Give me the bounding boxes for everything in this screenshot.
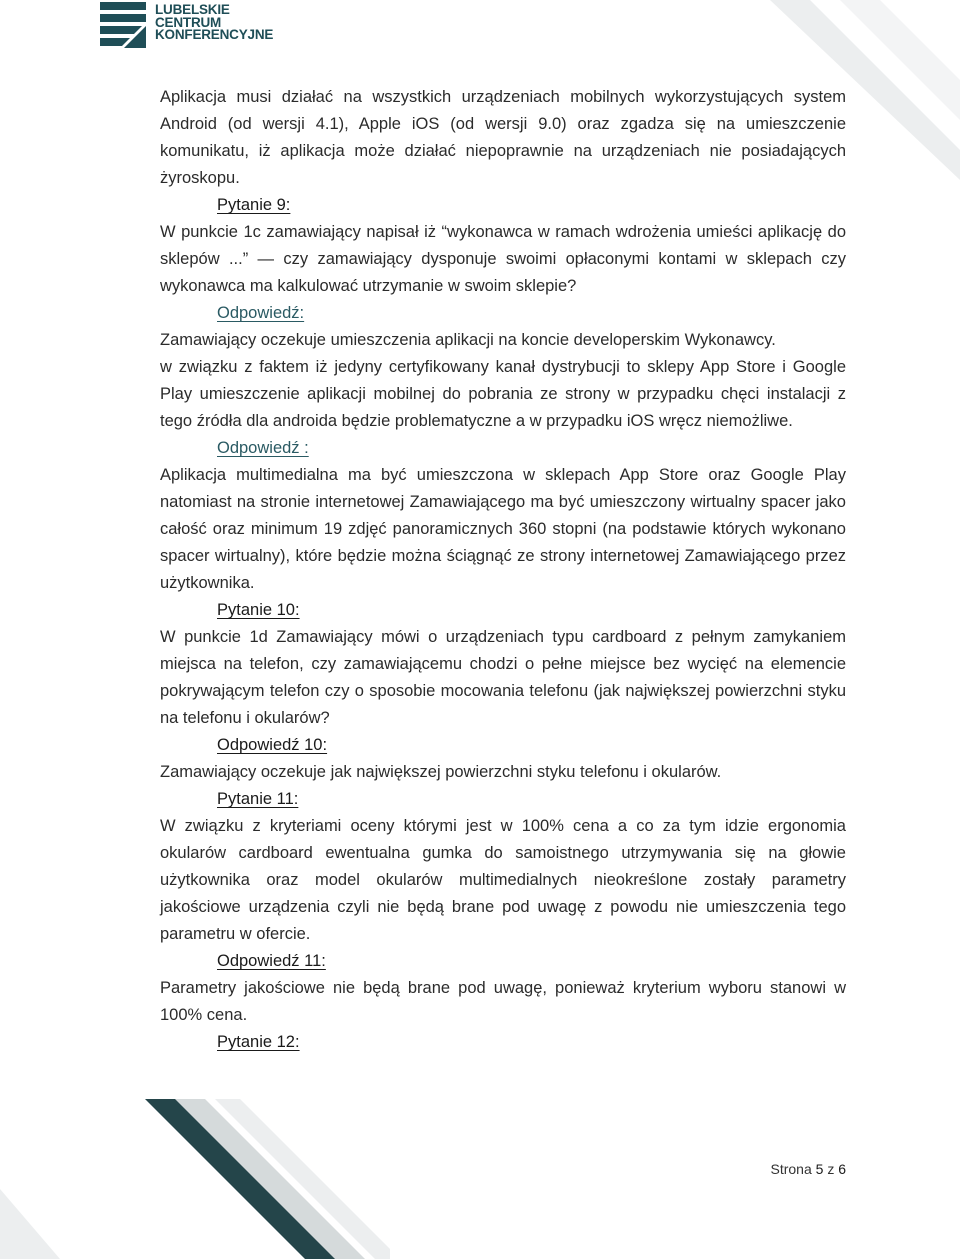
paragraph: W związku z kryteriami oceny którymi jest w 100% cena a co za tym idzie ergonomia okularów cardboard ewentualna gumka do samoistnego utrzymywania się na głowie użytkownika oraz model okularów multimedialnych nieokreślone zostały parametry jakościowe urządzenia czyli nie będą brane pod uwagę z powodu nie umieszczenia tego parametru w ofercie.	[160, 817, 846, 943]
heading-text: Odpowiedź:	[217, 304, 305, 322]
answer-heading	[160, 948, 846, 975]
paragraph: W punkcie 1c zamawiający napisał iż “wykonawca w ramach wdrożenia umieści aplikację do sklepów ...” — czy zamawiający dysponuje swoimi opłaconymi kontami w sklepach czy wykonawca ma kalkulować utrzymanie w swoim sklepie?	[160, 223, 846, 295]
heading-text: Odpowiedź :	[217, 439, 309, 457]
heading-text: Pytanie 12:	[217, 1033, 300, 1051]
answer-heading	[160, 435, 846, 462]
paragraph: Aplikacja multimedialna ma być umieszczona w sklepach App Store oraz Google Play natomiast na stronie internetowej Zamawiającego ma być umieszczony wirtualny spacer jako całość oraz minimum 19 zdjęć panoramicznych 360 stopni (na podstawie których wykonano spacer wirtualny), które będzie można ściągnąć ze strony internetowej Zamawiającego przez użytkownika.	[160, 466, 846, 592]
question-heading	[160, 192, 846, 219]
paragraph: W punkcie 1d Zamawiający mówi o urządzeniach typu cardboard z pełnym zamykaniem miejsca na telefon, czy zamawiającemu chodzi o pełne miejsce bez wycięć na elemencie pokrywającym telefon czy o sposobie mocowania telefonu (jak największej powierzchni styku na telefonu i okularów?	[160, 628, 846, 727]
question-heading	[160, 786, 846, 813]
page-number	[770, 1161, 846, 1177]
heading-text: Odpowiedź 10:	[217, 736, 328, 754]
corner-decoration-bottom	[0, 1099, 390, 1259]
answer-heading	[160, 732, 846, 759]
current-page: 5	[815, 1161, 824, 1177]
paragraph: Zamawiający oczekuje umieszczenia aplikacji na koncie developerskim Wykonawcy.	[160, 331, 776, 349]
paragraph: Parametry jakościowe nie będą brane pod uwagę, ponieważ kryterium wyboru stanowi w 100% cena.	[160, 979, 846, 1024]
header-logo	[100, 2, 273, 48]
total-pages: 6	[838, 1161, 846, 1177]
paragraph: Zamawiający oczekuje jak największej powierzchni styku telefonu i okularów.	[160, 763, 722, 781]
logo-line: LUBELSKIE	[155, 2, 230, 17]
heading-text: Pytanie 10:	[217, 601, 300, 619]
page-separator: z	[827, 1161, 835, 1177]
logo-line: CENTRUM	[155, 14, 222, 30]
document-body	[160, 84, 846, 1056]
logo-text	[155, 2, 273, 42]
paragraph: Aplikacja musi działać na wszystkich urządzeniach mobilnych wykorzystujących system Android (od wersji 4.1), Apple iOS (od wersji 9.0) oraz zgadza się na umieszczenie komunikatu, iż aplikacja może działać niepoprawnie na urządzeniach nie posiadających żyroskopu.	[160, 88, 846, 187]
heading-text: Pytanie 11:	[217, 790, 299, 808]
heading-text: Pytanie 9:	[217, 196, 291, 214]
question-heading	[160, 597, 846, 624]
question-heading	[160, 1029, 846, 1056]
page-prefix: Strona	[770, 1161, 812, 1177]
paragraph: w związku z faktem iż jedyny certyfikowany kanał dystrybucji to sklepy App Store i Google Play umieszczenie aplikacji mobilnej do pobrania ze strony w przypadku chęci instalacji z tego źródła dla androida będzie problematyczne a w przypadku iOS wręcz niemożliwe.	[160, 358, 846, 430]
answer-heading	[160, 300, 846, 327]
logo-mark-icon	[100, 2, 146, 48]
heading-text: Odpowiedź 11:	[217, 952, 326, 970]
logo-line: KONFERENCYJNE	[155, 27, 274, 42]
